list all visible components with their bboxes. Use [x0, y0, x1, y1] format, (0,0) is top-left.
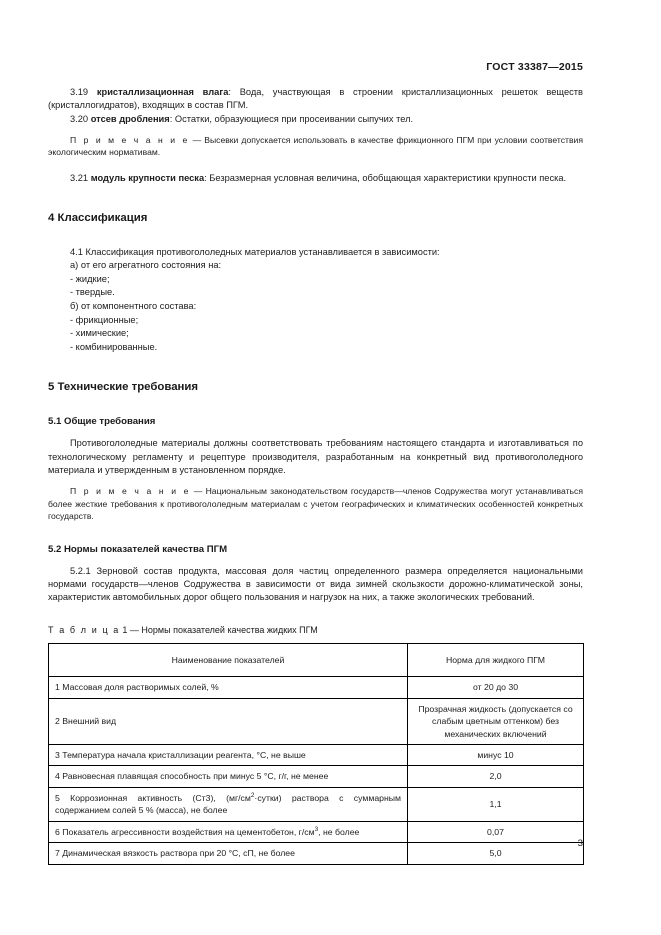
section-heading-5: 5 Технические требования — [48, 381, 199, 394]
term-label: кристаллизационная влага — [96, 87, 229, 97]
cell-value-7: 5,0 — [408, 843, 584, 864]
spacer — [48, 604, 583, 624]
norms-table — [48, 643, 584, 864]
cell-value-6: 0,07 — [408, 821, 584, 842]
note-dash: — — [190, 486, 206, 497]
term-definition: : Вода, участвующая в строении кристаллизационных решеток веществ (кристаллогидратов), входящих в состав ПГМ. — [48, 87, 583, 111]
term-definition: : Безразмерная условная величина, обобщающая характеристики крупности песка. — [204, 172, 567, 183]
table-row — [49, 843, 584, 864]
note-text: Высевки допускается использовать в качестве фрикционного ПГМ при условии соответствия экологическим нормативам. — [48, 134, 583, 158]
note-text: Национальным законодательством государств—членов Содружества могут устанавливаться более жесткие требования к противогололедным материалам с учетом географических и климатических особенностей конкретных государств. — [48, 486, 583, 522]
table-row — [49, 821, 584, 842]
spacer — [48, 185, 583, 211]
table-row — [49, 698, 584, 744]
page-number: 3 — [577, 838, 583, 849]
cell-indicator-1: 1 Массовая доля растворимых солей, % — [49, 677, 408, 698]
table-row — [49, 745, 584, 766]
classification-item-0: а) от его агрегатного состояния на: — [70, 260, 222, 271]
term-3-20 — [48, 113, 583, 126]
cell-indicator-4: 4 Равновесная плавящая способность при минус 5 °С, г/г, не менее — [49, 766, 408, 787]
document-body — [48, 86, 583, 865]
spacer — [48, 557, 583, 565]
table-caption — [48, 624, 583, 637]
clause-5-1-text: Противогололедные материалы должны соответствовать требованиям настоящего стандарта и изготавливаться по технологическому регламенту и рецептуре производителя, разработанным на конкретный вид противогололедного материала и утвержденным в установленном порядке. — [48, 438, 583, 476]
classification-item-3: б) от компонентного состава: — [70, 301, 197, 312]
term-3-19 — [48, 86, 583, 113]
spacer — [48, 226, 583, 246]
note-after-5-1 — [48, 485, 583, 522]
table-caption-label: Т а б л и ц а — [48, 625, 120, 636]
cell-indicator-5: 5 Коррозионная активность (Ст3), $(мг/см^2\cdot сутки)$ раствора с суммарным содержанием солей 5 % (масса), не более — [49, 787, 408, 821]
term-label: модуль крупности песка — [90, 172, 205, 183]
classification-item-5: - химические; — [70, 328, 129, 339]
cell-indicator-2: 2 Внешний вид — [49, 698, 408, 744]
column-header-indicator-name: Наименование показателей — [49, 644, 408, 677]
classification-item-1: - жидкие; — [70, 273, 110, 284]
section-heading-4: 4 Классификация — [48, 212, 148, 224]
cell-value-1: от 20 до 30 — [408, 677, 584, 698]
cell-indicator-3: 3 Температура начала кристаллизации реагента, °С, не выше — [49, 745, 408, 766]
note-label: П р и м е ч а н и е — [70, 134, 190, 145]
note-dash: — — [189, 134, 205, 145]
spacer — [48, 395, 583, 415]
term-3-21 — [48, 172, 583, 185]
cell-indicator-7: 7 Динамическая вязкость раствора при 20 °С, сП, не более — [49, 843, 408, 864]
spacer — [48, 354, 583, 380]
note-after-3-20 — [48, 134, 583, 159]
subsection-heading-5-2: 5.2 Нормы показателей качества ПГМ — [48, 543, 228, 555]
table-row — [49, 677, 584, 698]
classification-item-6: - комбинированные. — [70, 341, 158, 352]
cell-value-3: минус 10 — [408, 745, 584, 766]
page-header-standard-number: ГОСТ 33387—2015 — [486, 61, 583, 73]
note-label: П р и м е ч а н и е — [70, 486, 191, 497]
table-row — [49, 787, 584, 821]
cell-value-2: Прозрачная жидкость (допускается со слабым цветным оттенком) без механических включений — [408, 698, 584, 744]
column-header-liquid-norm: Норма для жидкого ПГМ — [408, 644, 584, 677]
cell-value-4: 2,0 — [408, 766, 584, 787]
subsection-heading-5-1: 5.1 Общие требования — [48, 416, 156, 428]
cell-value-5: 1,1 — [408, 787, 584, 821]
term-definition: : Остатки, образующиеся при просеивании сыпучих тел. — [169, 113, 414, 124]
cell-indicator-6: 6 Показатель агрессивности воздействия на цементобетон, $г/см^3$, не более — [49, 821, 408, 842]
spacer — [48, 523, 583, 543]
table-header-row — [49, 644, 584, 677]
term-number: 3.20 — [70, 113, 89, 124]
term-number: 3.21 — [70, 172, 89, 183]
spacer — [48, 429, 583, 437]
spacer — [48, 159, 583, 172]
classification-item-4: - фрикционные; — [70, 314, 139, 325]
table-caption-text: 1 — Нормы показателей качества жидких ПГМ — [119, 625, 318, 636]
table-row — [49, 766, 584, 787]
term-label: отсев дробления — [90, 113, 170, 124]
clause-4-1: 4.1 Классификация противогололедных материалов устанавливается в зависимости: — [70, 247, 440, 257]
clause-5-2-1-text: 5.2.1 Зерновой состав продукта, массовая доля частиц определенного размера определяется национальными нормами государств—членов Содружества в зависимости от вида зимней скользкости дорожно-климатической зоны, характеристик автомобильных дорог общего пользования и нагрузок на них, а также экологических требований. — [48, 565, 583, 603]
term-number: 3.19 — [70, 87, 89, 97]
classification-item-2: - твердые. — [70, 287, 115, 298]
